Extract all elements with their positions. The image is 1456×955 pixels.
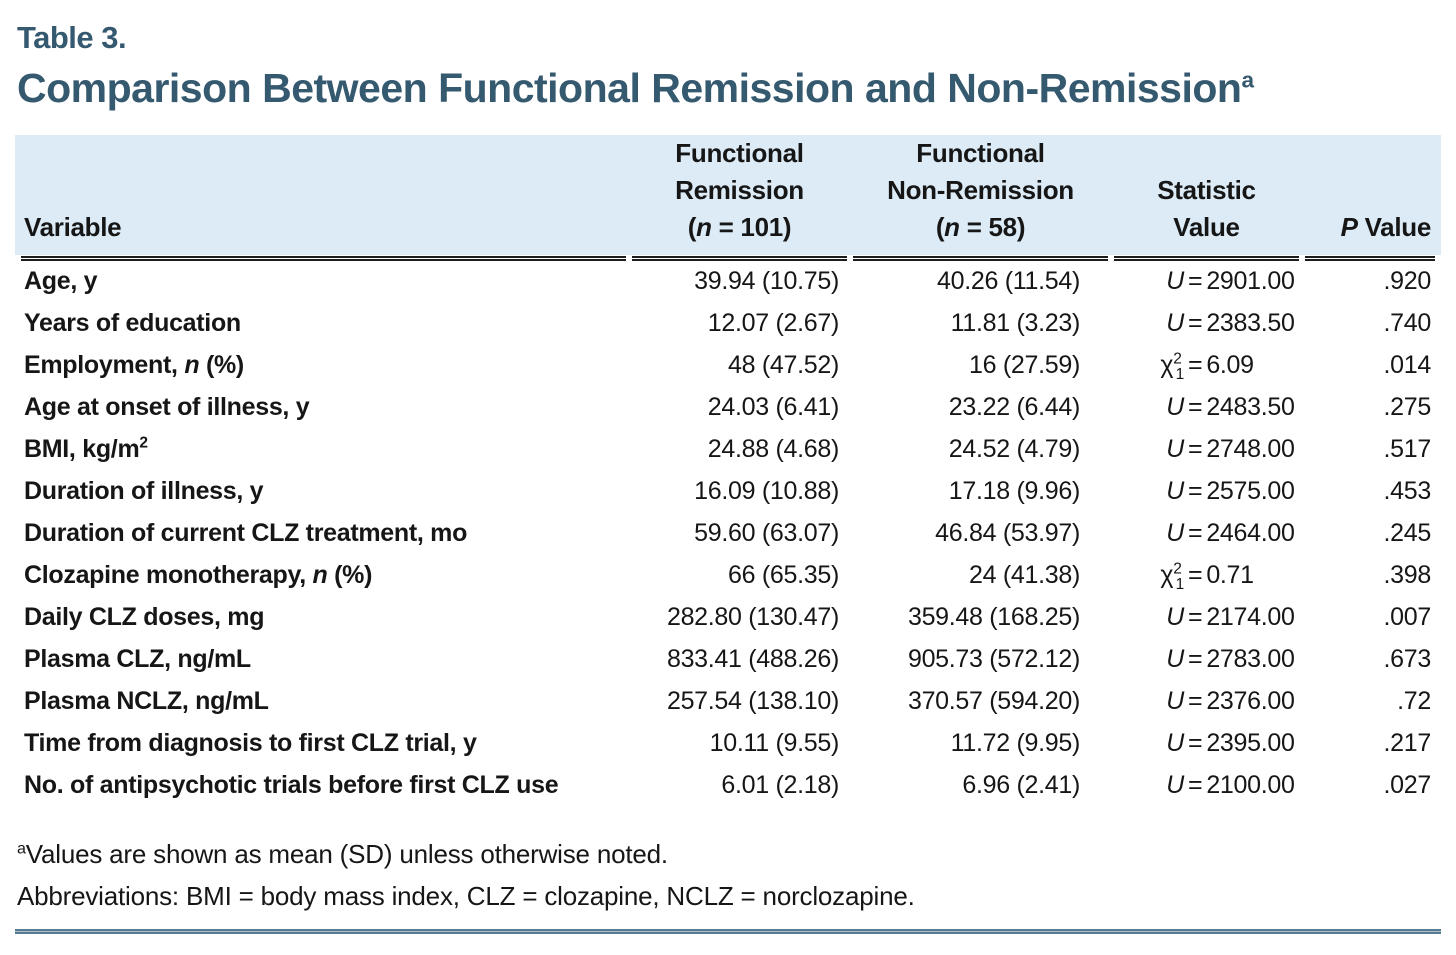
header-row: [21, 135, 1435, 261]
table-row: [21, 555, 1435, 597]
statistic-number: 6.09: [1206, 351, 1254, 380]
non-remission-value-cell: 40.26 (11.54): [937, 267, 1080, 296]
footnotes: [17, 833, 1456, 917]
column-header-functional-non-remission: Functional Non-Remission (n = 58): [853, 135, 1108, 261]
non-remission-value-cell: 11.72 (9.95): [950, 729, 1080, 758]
p-value-cell: .245: [1383, 519, 1431, 548]
statistic-value-cell: [1114, 513, 1299, 555]
equals-sign: =: [1188, 729, 1203, 758]
statistic-value-cell: [1114, 765, 1299, 807]
variable-cell: Time from diagnosis to first CLZ trial, y: [24, 729, 477, 758]
p-value-cell: .517: [1383, 435, 1431, 464]
statistic-symbol: U: [1166, 435, 1184, 464]
remission-value-cell: 257.54 (138.10): [666, 687, 839, 716]
equals-sign: =: [1188, 351, 1203, 380]
variable-cell: Daily CLZ doses, mg: [24, 603, 265, 632]
table-row: [21, 471, 1435, 513]
statistic-symbol: U: [1166, 267, 1184, 296]
non-remission-value-cell: 11.81 (3.23): [950, 309, 1080, 338]
statistic-number: 2376.00: [1206, 687, 1295, 716]
equals-sign: =: [1188, 519, 1203, 548]
variable-cell: No. of antipsychotic trials before first CLZ use: [24, 771, 559, 800]
table-title: [17, 66, 1456, 111]
p-value-cell: .014: [1383, 351, 1431, 380]
statistic-symbol: U: [1166, 687, 1184, 716]
non-remission-value-cell: 46.84 (53.97): [935, 519, 1080, 548]
statistic-number: 2383.50: [1206, 309, 1295, 338]
p-value-cell: .217: [1383, 729, 1431, 758]
equals-sign: =: [1188, 393, 1203, 422]
p-value-cell: .740: [1383, 309, 1431, 338]
variable-cell: BMI, $kg/m^2$: [24, 434, 148, 464]
equals-sign: =: [1188, 309, 1203, 338]
remission-value-cell: 282.80 (130.47): [666, 603, 839, 632]
remission-value-cell: 48 (47.52): [728, 351, 839, 380]
equals-sign: =: [1188, 603, 1203, 632]
equals-sign: =: [1188, 435, 1203, 464]
remission-value-cell: 833.41 (488.26): [666, 645, 839, 674]
statistic-value-cell: [1114, 597, 1299, 639]
non-remission-value-cell: 24.52 (4.79): [948, 435, 1080, 464]
non-remission-value-cell: 359.48 (168.25): [907, 603, 1080, 632]
statistic-symbol: $\chi^2_1$: [1160, 560, 1184, 594]
statistic-value-cell: [1114, 429, 1299, 471]
table-container: [15, 135, 1441, 807]
column-header-statistic-value: Statistic Value: [1114, 135, 1299, 261]
statistic-number: 2100.00: [1206, 771, 1295, 800]
p-value-cell: .453: [1383, 477, 1431, 506]
remission-value-cell: 66 (65.35): [728, 561, 839, 590]
variable-cell: Employment, n (%): [24, 351, 244, 380]
table-row: [21, 387, 1435, 429]
statistic-symbol: U: [1166, 603, 1184, 632]
p-value-cell: .275: [1383, 393, 1431, 422]
statistic-symbol: U: [1166, 309, 1184, 338]
variable-cell: Age, y: [24, 267, 98, 296]
statistic-symbol: $\chi^2_1$: [1160, 350, 1184, 384]
statistic-number: 2783.00: [1206, 645, 1295, 674]
remission-value-cell: 24.03 (6.41): [707, 393, 839, 422]
equals-sign: =: [1188, 477, 1203, 506]
table-row: [21, 513, 1435, 555]
statistic-symbol: U: [1166, 519, 1184, 548]
remission-value-cell: 6.01 (2.18): [721, 771, 839, 800]
table-row: [21, 639, 1435, 681]
equals-sign: =: [1188, 771, 1203, 800]
statistic-value-cell: [1114, 261, 1299, 303]
remission-value-cell: 39.94 (10.75): [694, 267, 839, 296]
table-row: [21, 303, 1435, 345]
table-body: [21, 261, 1435, 807]
p-value-cell: .673: [1383, 645, 1431, 674]
non-remission-value-cell: 16 (27.59): [969, 351, 1080, 380]
statistic-value-cell: [1114, 681, 1299, 723]
equals-sign: =: [1188, 687, 1203, 716]
remission-value-cell: 10.11 (9.55): [709, 729, 839, 758]
table-title-text: Comparison Between Functional Remission and Non-Remission: [17, 65, 1242, 111]
p-value-cell: .007: [1383, 603, 1431, 632]
statistic-symbol: U: [1166, 477, 1184, 506]
statistic-value-cell: [1114, 303, 1299, 345]
column-header-p-value: P Value: [1305, 135, 1435, 261]
statistic-number: 2901.00: [1206, 267, 1295, 296]
variable-cell: Duration of illness, y: [24, 477, 264, 506]
footnote-superscript: a: [17, 839, 26, 858]
statistic-symbol: U: [1166, 771, 1184, 800]
remission-value-cell: 16.09 (10.88): [694, 477, 839, 506]
non-remission-value-cell: 905.73 (572.12): [907, 645, 1080, 674]
variable-cell: Age at onset of illness, y: [24, 393, 310, 422]
statistic-symbol: U: [1166, 729, 1184, 758]
non-remission-value-cell: 6.96 (2.41): [962, 771, 1080, 800]
statistic-number: 2395.00: [1206, 729, 1295, 758]
table-label: Table 3.: [17, 20, 127, 55]
comparison-table: [15, 135, 1441, 807]
footnote: Abbreviations: BMI = body mass index, CLZ = clozapine, NCLZ = norclozapine.: [17, 880, 915, 911]
variable-cell: Years of education: [24, 309, 241, 338]
equals-sign: =: [1188, 267, 1203, 296]
table-row: [21, 681, 1435, 723]
statistic-value-cell: [1114, 387, 1299, 429]
statistic-value-cell: [1114, 555, 1299, 597]
table-title-superscript: a: [1241, 67, 1254, 93]
non-remission-value-cell: 24 (41.38): [969, 561, 1080, 590]
statistic-number: 2575.00: [1206, 477, 1295, 506]
statistic-value-cell: [1114, 345, 1299, 387]
statistic-value-cell: [1114, 723, 1299, 765]
remission-value-cell: 12.07 (2.67): [707, 309, 839, 338]
remission-value-cell: 24.88 (4.68): [707, 435, 839, 464]
statistic-value-cell: [1114, 471, 1299, 513]
p-value-cell: .920: [1383, 267, 1431, 296]
statistic-number: 2748.00: [1206, 435, 1295, 464]
table-row: [21, 765, 1435, 807]
statistic-symbol: U: [1166, 645, 1184, 674]
variable-cell: Clozapine monotherapy, n (%): [24, 561, 373, 590]
variable-cell: Duration of current CLZ treatment, mo: [24, 519, 468, 548]
statistic-number: 2174.00: [1206, 603, 1295, 632]
equals-sign: =: [1188, 645, 1203, 674]
equals-sign: =: [1188, 561, 1203, 590]
table-row: [21, 261, 1435, 303]
statistic-number: 0.71: [1206, 561, 1254, 590]
non-remission-value-cell: 23.22 (6.44): [948, 393, 1080, 422]
p-value-cell: .72: [1397, 687, 1431, 716]
statistic-number: 2464.00: [1206, 519, 1295, 548]
table-row: [21, 345, 1435, 387]
variable-cell: Plasma CLZ, ng/mL: [24, 645, 251, 674]
statistic-value-cell: [1114, 639, 1299, 681]
statistic-symbol: U: [1166, 393, 1184, 422]
footnote: $^a$Values are shown as mean (SD) unless otherwise noted.: [17, 838, 668, 869]
table-row: [21, 429, 1435, 471]
column-header-functional-remission: Functional Remission (n = 101): [632, 135, 847, 261]
table-header: [21, 135, 1435, 261]
bottom-rule: [15, 929, 1441, 934]
table-row: [21, 723, 1435, 765]
column-header-variable: Variable: [21, 135, 626, 261]
remission-value-cell: 59.60 (63.07): [694, 519, 839, 548]
variable-cell: Plasma NCLZ, ng/mL: [24, 687, 269, 716]
non-remission-value-cell: 17.18 (9.96): [948, 477, 1080, 506]
table-row: [21, 597, 1435, 639]
p-value-cell: .398: [1383, 561, 1431, 590]
statistic-number: 2483.50: [1206, 393, 1295, 422]
p-value-cell: .027: [1383, 771, 1431, 800]
non-remission-value-cell: 370.57 (594.20): [907, 687, 1080, 716]
